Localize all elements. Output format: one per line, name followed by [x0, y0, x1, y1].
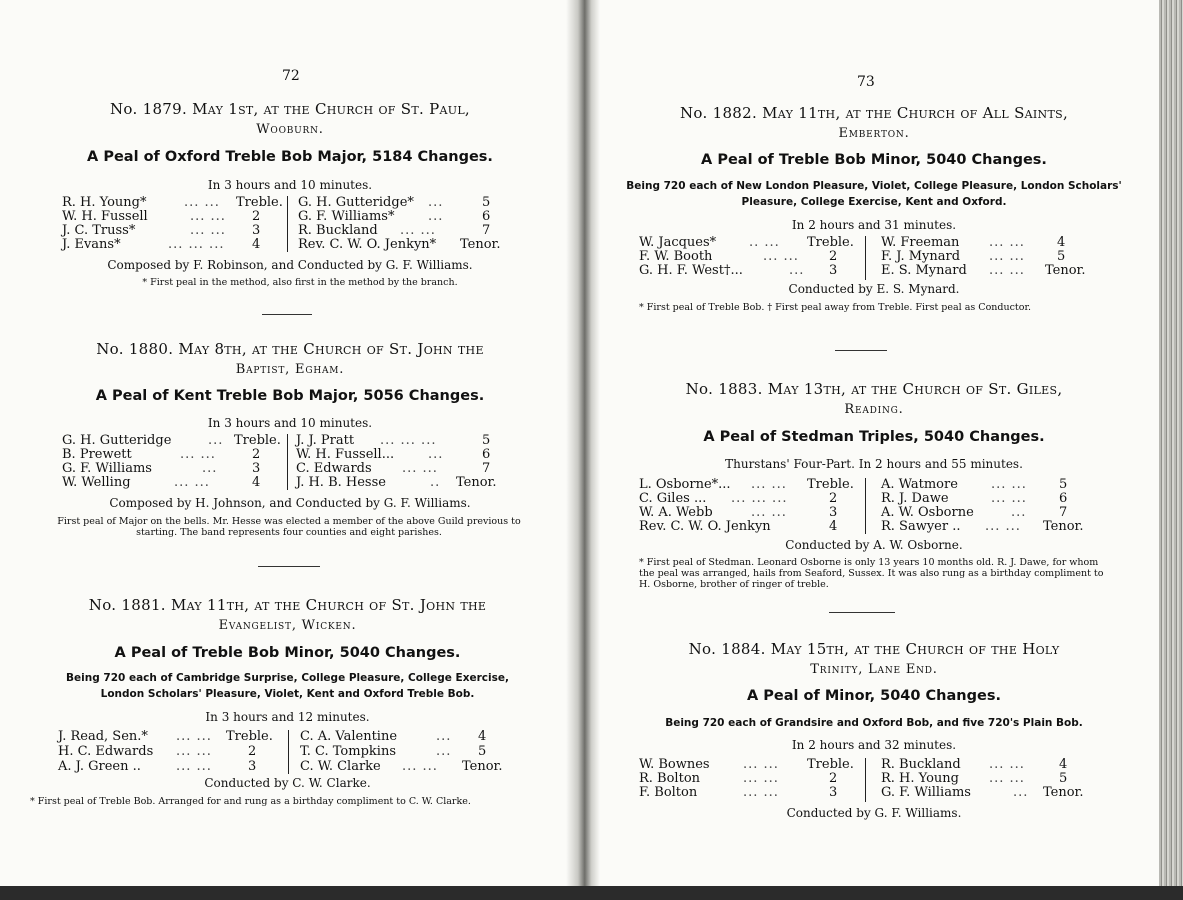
peal-time: In 2 hours and 32 minutes.: [791, 738, 957, 752]
peal-church: May 15th, at the Church of the Holy: [770, 640, 1060, 658]
ringer-row: G. H. Gutteridge* ... 5: [298, 195, 491, 210]
peal-footnote: * First peal in the method, also first in the method by the branch.: [142, 277, 458, 288]
ringer-row: R. H. Young* ... ... Treble.: [62, 195, 283, 210]
ringers-right: [298, 196, 518, 252]
ringer-row: H. C. Edwards ... ... 2: [58, 744, 257, 759]
ringer-row: A. Watmore ... ... 5: [881, 477, 1068, 492]
peal-number: No. 1881.: [88, 596, 166, 614]
column-divider: [865, 758, 866, 802]
ringer-row: C. A. Valentine ... 4: [300, 729, 487, 744]
peal-time: In 3 hours and 10 minutes.: [207, 178, 373, 192]
ringer-row: W. Bownes ... ... Treble.: [639, 757, 854, 772]
ringer-row: F. Bolton ... ... 3: [639, 785, 838, 800]
peal-number: No. 1883.: [685, 380, 763, 398]
ringer-row: W. Freeman ... ... 4: [881, 235, 1066, 250]
ringer-row: R. J. Dawe ... ... 6: [881, 491, 1068, 506]
peal-title: A Peal of Minor, 5040 Changes.: [747, 688, 1001, 704]
page-number-left: 72: [282, 68, 300, 84]
ringer-row: F. J. Mynard ... ... 5: [881, 249, 1066, 264]
ringer-row: R. H. Young ... ... 5: [881, 771, 1068, 786]
peal-place: Baptist, Egham.: [235, 362, 345, 377]
ringer-row: F. W. Booth ... ... 2: [639, 249, 838, 264]
ringers-right: [881, 478, 1101, 534]
ringers-right: [881, 758, 1101, 800]
ringer-row: C. Giles ... ... ... ... 2: [639, 491, 838, 506]
peal-heading: [40, 340, 540, 358]
ringer-row: G. H. Gutteridge ... Treble.: [62, 433, 281, 448]
ringers-right: [296, 434, 516, 490]
ringers-right: [300, 730, 520, 775]
peal-conductor: Conducted by C. W. Clarke.: [204, 776, 371, 790]
peal-conductor: Conducted by A. W. Osborne.: [785, 538, 963, 552]
ringer-row: C. W. Clarke ... ... Tenor.: [300, 759, 503, 774]
ringer-row: J. C. Truss* ... ... 3: [62, 223, 261, 238]
peal-entry-1883: [619, 378, 1129, 598]
peal-footnote: * First peal of Treble Bob. Arranged for and rung as a birthday compliment to C. W. Clarke.: [30, 796, 471, 807]
scan-shadow: [0, 886, 1183, 900]
peal-number: No. 1882.: [679, 104, 758, 122]
ringer-row: J. Evans* ... ... ... 4: [62, 237, 261, 252]
peal-number: No. 1879.: [109, 100, 188, 118]
ringers-right: [881, 236, 1101, 278]
ringer-row: W. Welling ... ... 4: [62, 475, 261, 490]
peal-place: Trinity, Lane End.: [810, 662, 938, 677]
ringer-row: Rev. C. W. O. Jenkyn 4: [639, 519, 838, 534]
ringers-left: [639, 478, 879, 534]
ringer-row: W. H. Fussell ... ... 2: [62, 209, 261, 224]
section-divider: [829, 612, 895, 613]
peal-number: No. 1884.: [688, 640, 766, 658]
peal-entry-1884: [619, 638, 1129, 828]
ringers-left: [639, 236, 879, 278]
ringer-row: W. H. Fussell... ... 6: [296, 447, 491, 462]
ringer-row: G. H. F. West†... ... 3: [639, 263, 838, 278]
peal-methods: Being 720 each of New London Pleasure, Violet, College Pleasure, London Scholars' Pleasure, College Exercise, Kent and Oxford.: [626, 180, 1122, 208]
peal-church: May 11th, at the Church of St. John the: [170, 596, 487, 614]
ringer-row: W. Jacques* .. ... Treble.: [639, 235, 854, 250]
section-divider: [835, 350, 887, 351]
peal-conductor: Composed by H. Johnson, and Conducted by G. F. Williams.: [109, 496, 471, 510]
ringer-row: E. S. Mynard ... ... Tenor.: [881, 263, 1086, 278]
ringer-row: L. Osborne*... ... ... Treble.: [639, 477, 854, 492]
peal-title: A Peal of Treble Bob Minor, 5040 Changes.: [701, 152, 1047, 168]
ringer-row: C. Edwards ... ... 7: [296, 461, 491, 476]
peal-heading: [619, 104, 1129, 122]
peal-title: A Peal of Kent Treble Bob Major, 5056 Changes.: [95, 388, 485, 404]
peal-church: May 11th, at the Church of All Saints,: [762, 104, 1069, 122]
peal-entry-1880: [40, 338, 540, 548]
peal-church: May 8th, at the Church of St. John the: [178, 340, 484, 358]
ringer-row: B. Prewett ... ... 2: [62, 447, 261, 462]
ringer-row: T. C. Tompkins ... 5: [300, 744, 487, 759]
peal-entry-1881: [30, 594, 545, 824]
ringer-row: G. F. Williams ... 3: [62, 461, 261, 476]
peal-place: Evangelist, Wicken.: [218, 618, 357, 633]
peal-methods: Being 720 each of Cambridge Surprise, College Pleasure, College Exercise, London Scholars' Pleasure, Violet, Kent and Oxford Treble Bob.: [66, 672, 509, 700]
ringer-row: R. Sawyer .. ... ... Tenor.: [881, 519, 1084, 534]
peal-footnote: First peal of Major on the bells. Mr. Hesse was elected a member of the above Guild previous to starting. The band represents four counties and eight parishes.: [57, 516, 521, 538]
page-number-right: 73: [857, 74, 875, 90]
peal-conductor: Composed by F. Robinson, and Conducted by G. F. Williams.: [107, 258, 473, 272]
ringers-left: [62, 434, 292, 490]
peal-heading: [619, 640, 1129, 658]
peal-time: In 3 hours and 10 minutes.: [207, 416, 373, 430]
ringer-row: Rev. C. W. O. Jenkyn* Tenor.: [298, 237, 501, 252]
ringer-row: W. A. Webb ... ... 3: [639, 505, 838, 520]
ringer-row: A. J. Green .. ... ... 3: [58, 759, 257, 774]
peal-methods: Being 720 each of Grandsire and Oxford Bob, and five 720's Plain Bob.: [665, 717, 1083, 729]
column-divider: [865, 236, 866, 280]
peal-heading: [40, 100, 540, 118]
peal-place: Wooburn.: [256, 122, 324, 137]
peal-entry-1879: [40, 98, 540, 298]
ringer-row: J. Read, Sen.* ... ... Treble.: [58, 729, 273, 744]
peal-heading: [30, 596, 545, 614]
peal-place: Emberton.: [838, 126, 910, 141]
ringers-left: [62, 196, 292, 252]
ringer-row: J. J. Pratt ... ... ... 5: [296, 433, 491, 448]
peal-conductor: Conducted by G. F. Williams.: [786, 806, 962, 820]
peal-footnote: * First peal of Treble Bob. † First peal away from Treble. First peal as Conductor.: [639, 302, 1031, 313]
peal-time: In 3 hours and 12 minutes.: [205, 710, 370, 724]
peal-place: Reading.: [844, 402, 904, 417]
peal-title: A Peal of Oxford Treble Bob Major, 5184 Changes.: [87, 149, 493, 165]
peal-church: May 13th, at the Church of St. Giles,: [767, 380, 1063, 398]
ringer-row: G. F. Williams ... Tenor.: [881, 785, 1084, 800]
book-gutter: [566, 0, 600, 900]
ringers-left: [639, 758, 879, 800]
ringer-row: R. Bolton ... ... 2: [639, 771, 838, 786]
left-page: [0, 0, 578, 893]
column-divider: [287, 434, 288, 490]
peal-title: A Peal of Treble Bob Minor, 5040 Changes.: [114, 645, 461, 661]
peal-heading: [619, 380, 1129, 398]
peal-time: Thurstans' Four-Part. In 2 hours and 55 minutes.: [725, 457, 1023, 471]
page-edges: [1159, 0, 1183, 900]
ringer-row: R. Buckland ... ... 4: [881, 757, 1068, 772]
peal-number: No. 1880.: [96, 340, 174, 358]
section-divider: [258, 566, 320, 567]
peal-title: A Peal of Stedman Triples, 5040 Changes.: [703, 429, 1045, 445]
column-divider: [287, 196, 288, 252]
right-page: [589, 0, 1159, 893]
ringer-row: A. W. Osborne ... 7: [881, 505, 1068, 520]
peal-church: May 1st, at the Church of St. Paul,: [192, 100, 471, 118]
peal-time: In 2 hours and 31 minutes.: [791, 218, 957, 232]
peal-entry-1882: [619, 102, 1129, 332]
ringer-row: J. H. B. Hesse .. Tenor.: [296, 475, 497, 490]
peal-footnote: * First peal of Stedman. Leonard Osborne is only 13 years 10 months old. R. J. Dawe, for whom the peal was arranged, hails from Seaford, Sussex. It was also rung as a birthday compliment to H. Osborne, brother of ringer of treble.: [639, 557, 1104, 590]
column-divider: [288, 730, 289, 774]
section-divider: [262, 314, 312, 315]
ringer-row: G. F. Williams* ... 6: [298, 209, 491, 224]
ringer-row: R. Buckland ... ... 7: [298, 223, 491, 238]
ringers-left: [58, 730, 298, 775]
column-divider: [865, 478, 866, 534]
peal-conductor: Conducted by E. S. Mynard.: [788, 282, 960, 296]
